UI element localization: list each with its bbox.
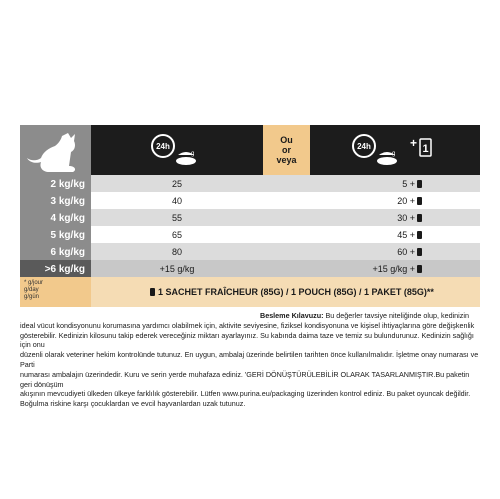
pouch-icon [150,288,155,296]
weight-label: 6 kg/kg [50,246,85,258]
guide-line: numarası ambalajın üzerindedir. Kuru ve serin yerde muhafaza ediniz. 'GERİ DÖNÜŞTÜRÜLEBİLİR OLARAK TASARLANMIŞTIR.Bu paketin geri dönüşüm [20,369,470,389]
mixed-amount: 30 + [397,212,415,223]
pouch-icon [417,214,422,222]
guide-line: ideal vücut kondisyonunu korumasına yardımcı olabilmek için, aktivite seviyesine, fiziksel kondisyonuna ve kişisel ihtiyaçlarına göre değişkenlik [20,320,475,330]
mixed-header [310,125,480,175]
weight-label: >6 kg/kg [20,260,91,278]
dry-amount: 55 [171,212,182,223]
weight-label: 5 kg/kg [50,229,85,241]
or-en: or [282,145,291,155]
table-row [91,226,480,243]
guide-line: Bu değerler tavsiye niteliğinde olup, kedinizin [325,311,469,320]
table-row [91,209,480,226]
mixed-amount: 5 + [402,178,415,189]
dry-amount: 65 [171,229,182,240]
svg-text:g: g [191,151,195,157]
or-label [263,125,310,175]
table-row [91,192,480,209]
svg-text:24h: 24h [156,142,170,151]
table-row [91,260,480,277]
clock-bowl-pouch-icon [310,125,480,175]
weight-label: 4 kg/kg [50,212,85,224]
weight-label: 3 kg/kg [50,195,85,207]
dry-amount: +15 g/kg [159,263,195,274]
unit-en: g/day [24,287,39,293]
dry-amount: 40 [171,195,182,206]
pouch-icon [417,231,422,239]
mixed-amount: 60 + [397,246,415,257]
mixed-amount: 20 + [397,195,415,206]
guide-line: düzenli olarak veteriner hekim kontrolünde tutunuz. En uygun, ambalaj üzerinde belirtilen tarihten önce kullanılmalıdır. İşletme onay numarası ve Parti [20,350,479,369]
guide-line: gösterebilir. Kedinizin kilosunu takip ederek vereceğiniz miktarı ayarlayınız. Su kabında daima taze ve temiz su bulundurunuz. Kedinizin sağlığı için onu [20,330,474,350]
svg-text:24h: 24h [357,142,371,151]
unit-label [20,277,91,307]
pouch-icon [417,248,422,256]
table-row [91,243,480,260]
dry-only-header [91,125,263,175]
mixed-amount: +15 g/kg + [372,263,415,274]
or-tr: veya [276,155,297,165]
guide-line: akışının mevcudiyeti ülkeden ülkeye farklılık gösterebilir. Lütfen www.purina.eu/packaging üzerinden kontrol ediniz. Bu paket oyuncak değildir. [20,389,471,399]
table-row [91,175,480,192]
svg-text:g: g [392,151,396,157]
feeding-guide [20,311,480,409]
svg-text:1: 1 [422,143,429,155]
svg-text:+: + [410,136,418,150]
weight-label: 2 kg/kg [50,178,85,190]
unit-tr: g/gün [24,294,40,300]
pouch-note-text: 1 SACHET FRAÎCHEUR (85G) / 1 POUCH (85G) / 1 PAKET (85G)** [158,287,434,297]
dry-amount: 80 [171,246,182,257]
dry-amount: 25 [171,178,182,189]
or-fr: Ou [280,135,293,145]
cat-icon [20,125,91,175]
pouch-icon [417,180,422,188]
unit-fr: * g/jour [24,280,44,286]
guide-line: Boğulma riskine karşı çocuklardan ve evcil hayvanlardan uzak tutunuz. [20,399,246,409]
pouch-icon [417,265,422,273]
clock-bowl-icon [91,125,263,175]
guide-title: Besleme Kılavuzu: [260,311,324,320]
pouch-note [150,277,434,307]
pouch-icon [417,197,422,205]
mixed-amount: 45 + [397,229,415,240]
